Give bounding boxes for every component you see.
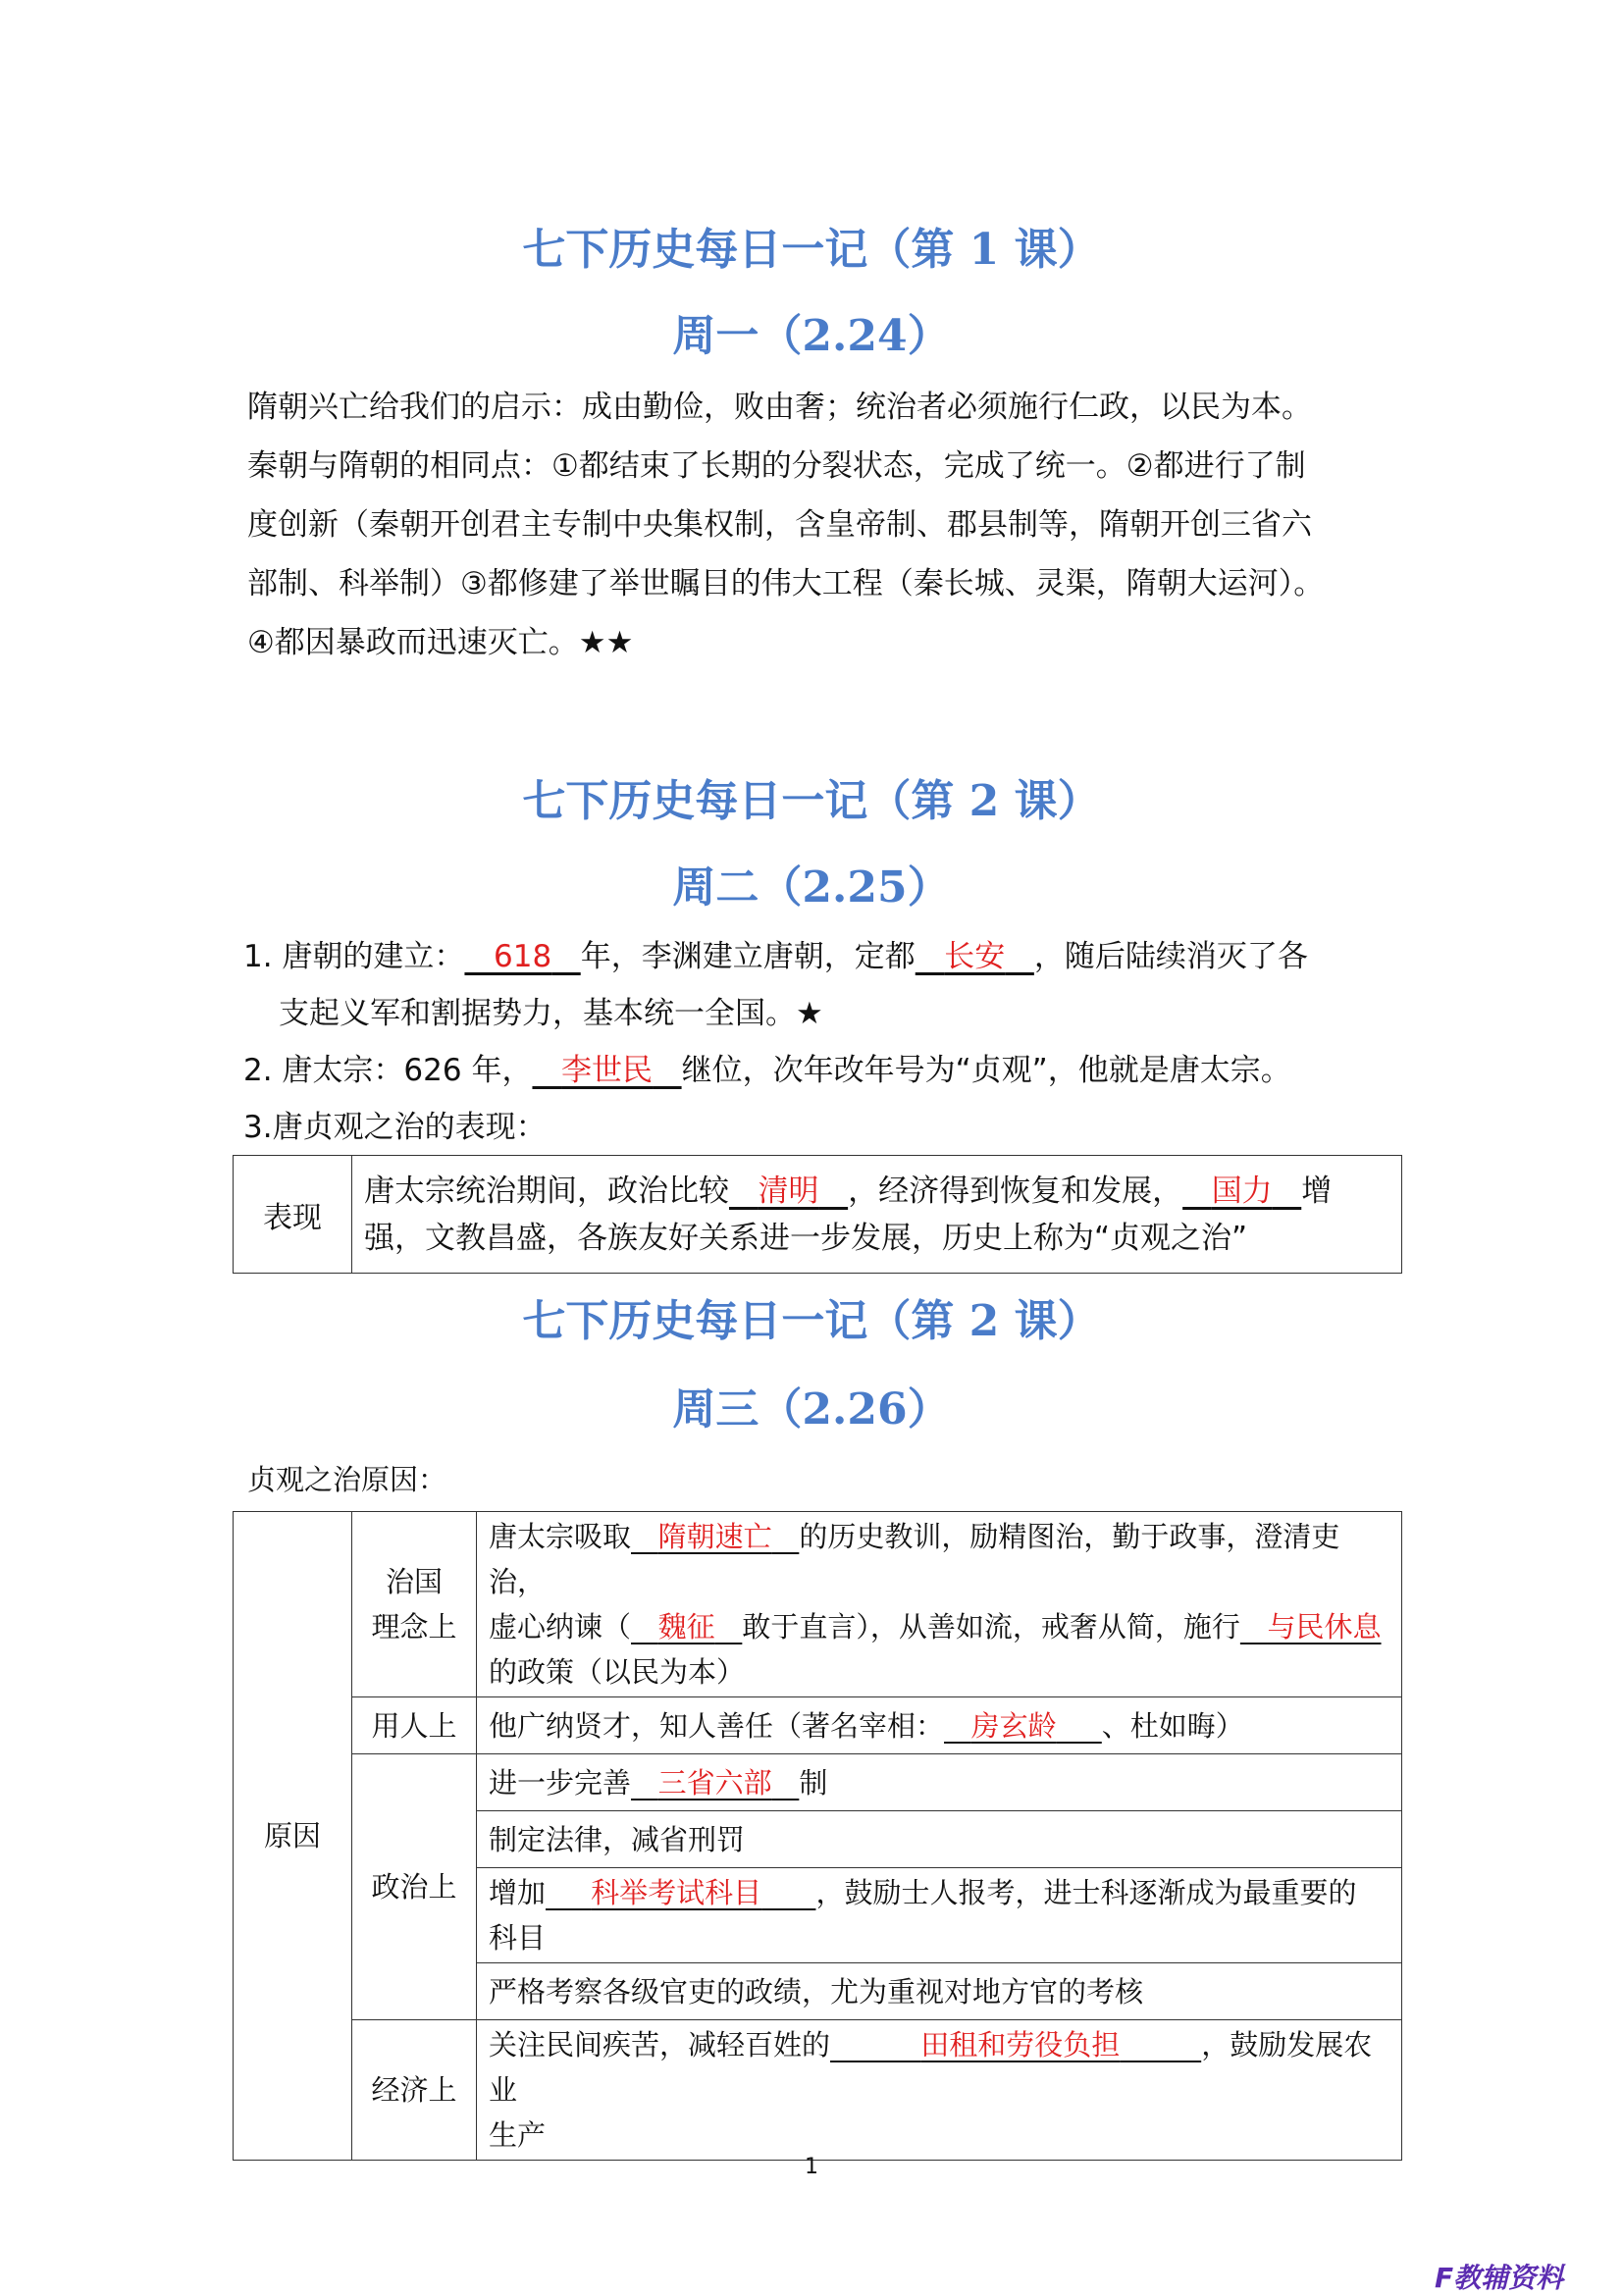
row-governance: 唐太宗吸取 隋朝速亡 的历史教训，励精图治，勤于政事，澄清吏治， 虚心纳谏（ 魏征 敢于直言），从善如流，戒奢从简，施行 与民休息 的政策（以民为本） (477, 1512, 1402, 1697)
answer-qingming: 清明 (758, 1173, 819, 1209)
page-number: 1 (805, 2155, 818, 2179)
answer-kejukaoshikemu: 科举考试科目 (591, 1876, 762, 1909)
section1-title: 七下历史每日一记（第 1 课） (522, 225, 1101, 275)
section1-line-1: 隋朝兴亡给我们的启示：成由勤俭，败由奢；统治者必须施行仁政，以民为本。 (247, 390, 1312, 425)
row-politics-1: 进一步完善 三省六部 制 (477, 1754, 1402, 1811)
row-politics-2: 制定法律，减省刑罚 (477, 1811, 1402, 1868)
table-label: 表现 (234, 1156, 352, 1274)
reasons-table (233, 1511, 1402, 2161)
section1-line-5: ④都因暴政而迅速灭亡。★★ (247, 625, 634, 660)
section3-day: 周三（2.26） (672, 1384, 951, 1435)
category-personnel: 用人上 (352, 1697, 477, 1754)
answer-618: 618 (494, 939, 552, 974)
answer-lishimin: 李世民 (561, 1053, 654, 1088)
section1-line-3: 度创新（秦朝开创君主专制中央集权制，含皇帝制、郡县制等，隋朝开创三省六 (247, 507, 1312, 543)
section1-body (247, 378, 1405, 672)
category-economy: 经济上 (352, 2020, 477, 2161)
answer-guoli: 国力 (1211, 1173, 1273, 1209)
item-3: 3.唐贞观之治的表现： (243, 1110, 547, 1145)
category-politics: 政治上 (352, 1754, 477, 2020)
row-politics-3: 增加 科举考试科目 ，鼓励士人报考，进士科逐渐成为最重要的 科目 (477, 1868, 1402, 1963)
answer-sanshengliubu: 三省六部 (657, 1765, 772, 1800)
row-personnel: 他广纳贤才，知人善任（著名宰相： 房玄龄 、杜如晦） (477, 1697, 1402, 1754)
item-1-line-1: 1. 唐朝的建立： 618 年，李渊建立唐朝，定都 长安 ，随后陆续消灭了各 (243, 939, 1308, 974)
zhenguan-table (233, 1155, 1402, 1274)
reasons-label: 原因 (234, 1512, 352, 2161)
section2-body (243, 928, 1401, 1156)
section1-line-2: 秦朝与隋朝的相同点：①都结束了长期的分裂状态，完成了统一。②都进行了制 (247, 448, 1306, 484)
answer-weizheng: 魏征 (657, 1610, 715, 1644)
answer-tianzulaoyi: 田租和劳役负担 (920, 2028, 1121, 2061)
answer-changan: 长安 (944, 939, 1006, 974)
row-politics-4: 严格考察各级官吏的政绩，尤为重视对地方官的考核 (477, 1963, 1402, 2020)
row-economy: 关注民间疾苦，减轻百姓的 田租和劳役负担 ，鼓励发展农业 生产 (477, 2020, 1402, 2161)
section3-title: 七下历史每日一记（第 2 课） (522, 1296, 1101, 1346)
category-governance: 治国 理念上 (352, 1512, 477, 1697)
table-content: 唐太宗统治期间，政治比较 清明 ，经济得到恢复和发展， 国力 增 强，文教昌盛，各族友好关系进一步发展，历史上称为“贞观之治” (352, 1156, 1402, 1274)
item-1-line-2: 支起义军和割据势力，基本统一全国。★ (279, 996, 823, 1031)
logo: F教辅资料 (1435, 2262, 1564, 2294)
answer-yuminxiuxi: 与民休息 (1267, 1610, 1382, 1644)
section2-day: 周二（2.25） (672, 862, 951, 913)
answer-fangxuanling: 房玄龄 (970, 1708, 1057, 1743)
section3-intro: 贞观之治原因： (247, 1463, 447, 1496)
section1-line-4: 部制、科举制）③都修建了举世瞩目的伟大工程（秦长城、灵渠，隋朝大运河）。 (247, 566, 1325, 601)
section1-day: 周一（2.24） (672, 311, 951, 361)
section2-title: 七下历史每日一记（第 2 课） (522, 776, 1101, 826)
item-2: 2. 唐太宗：626 年， 李世民 继位，次年改年号为“贞观”，他就是唐太宗。 (243, 1053, 1291, 1088)
answer-suichaosuwang: 隋朝速亡 (657, 1520, 772, 1553)
